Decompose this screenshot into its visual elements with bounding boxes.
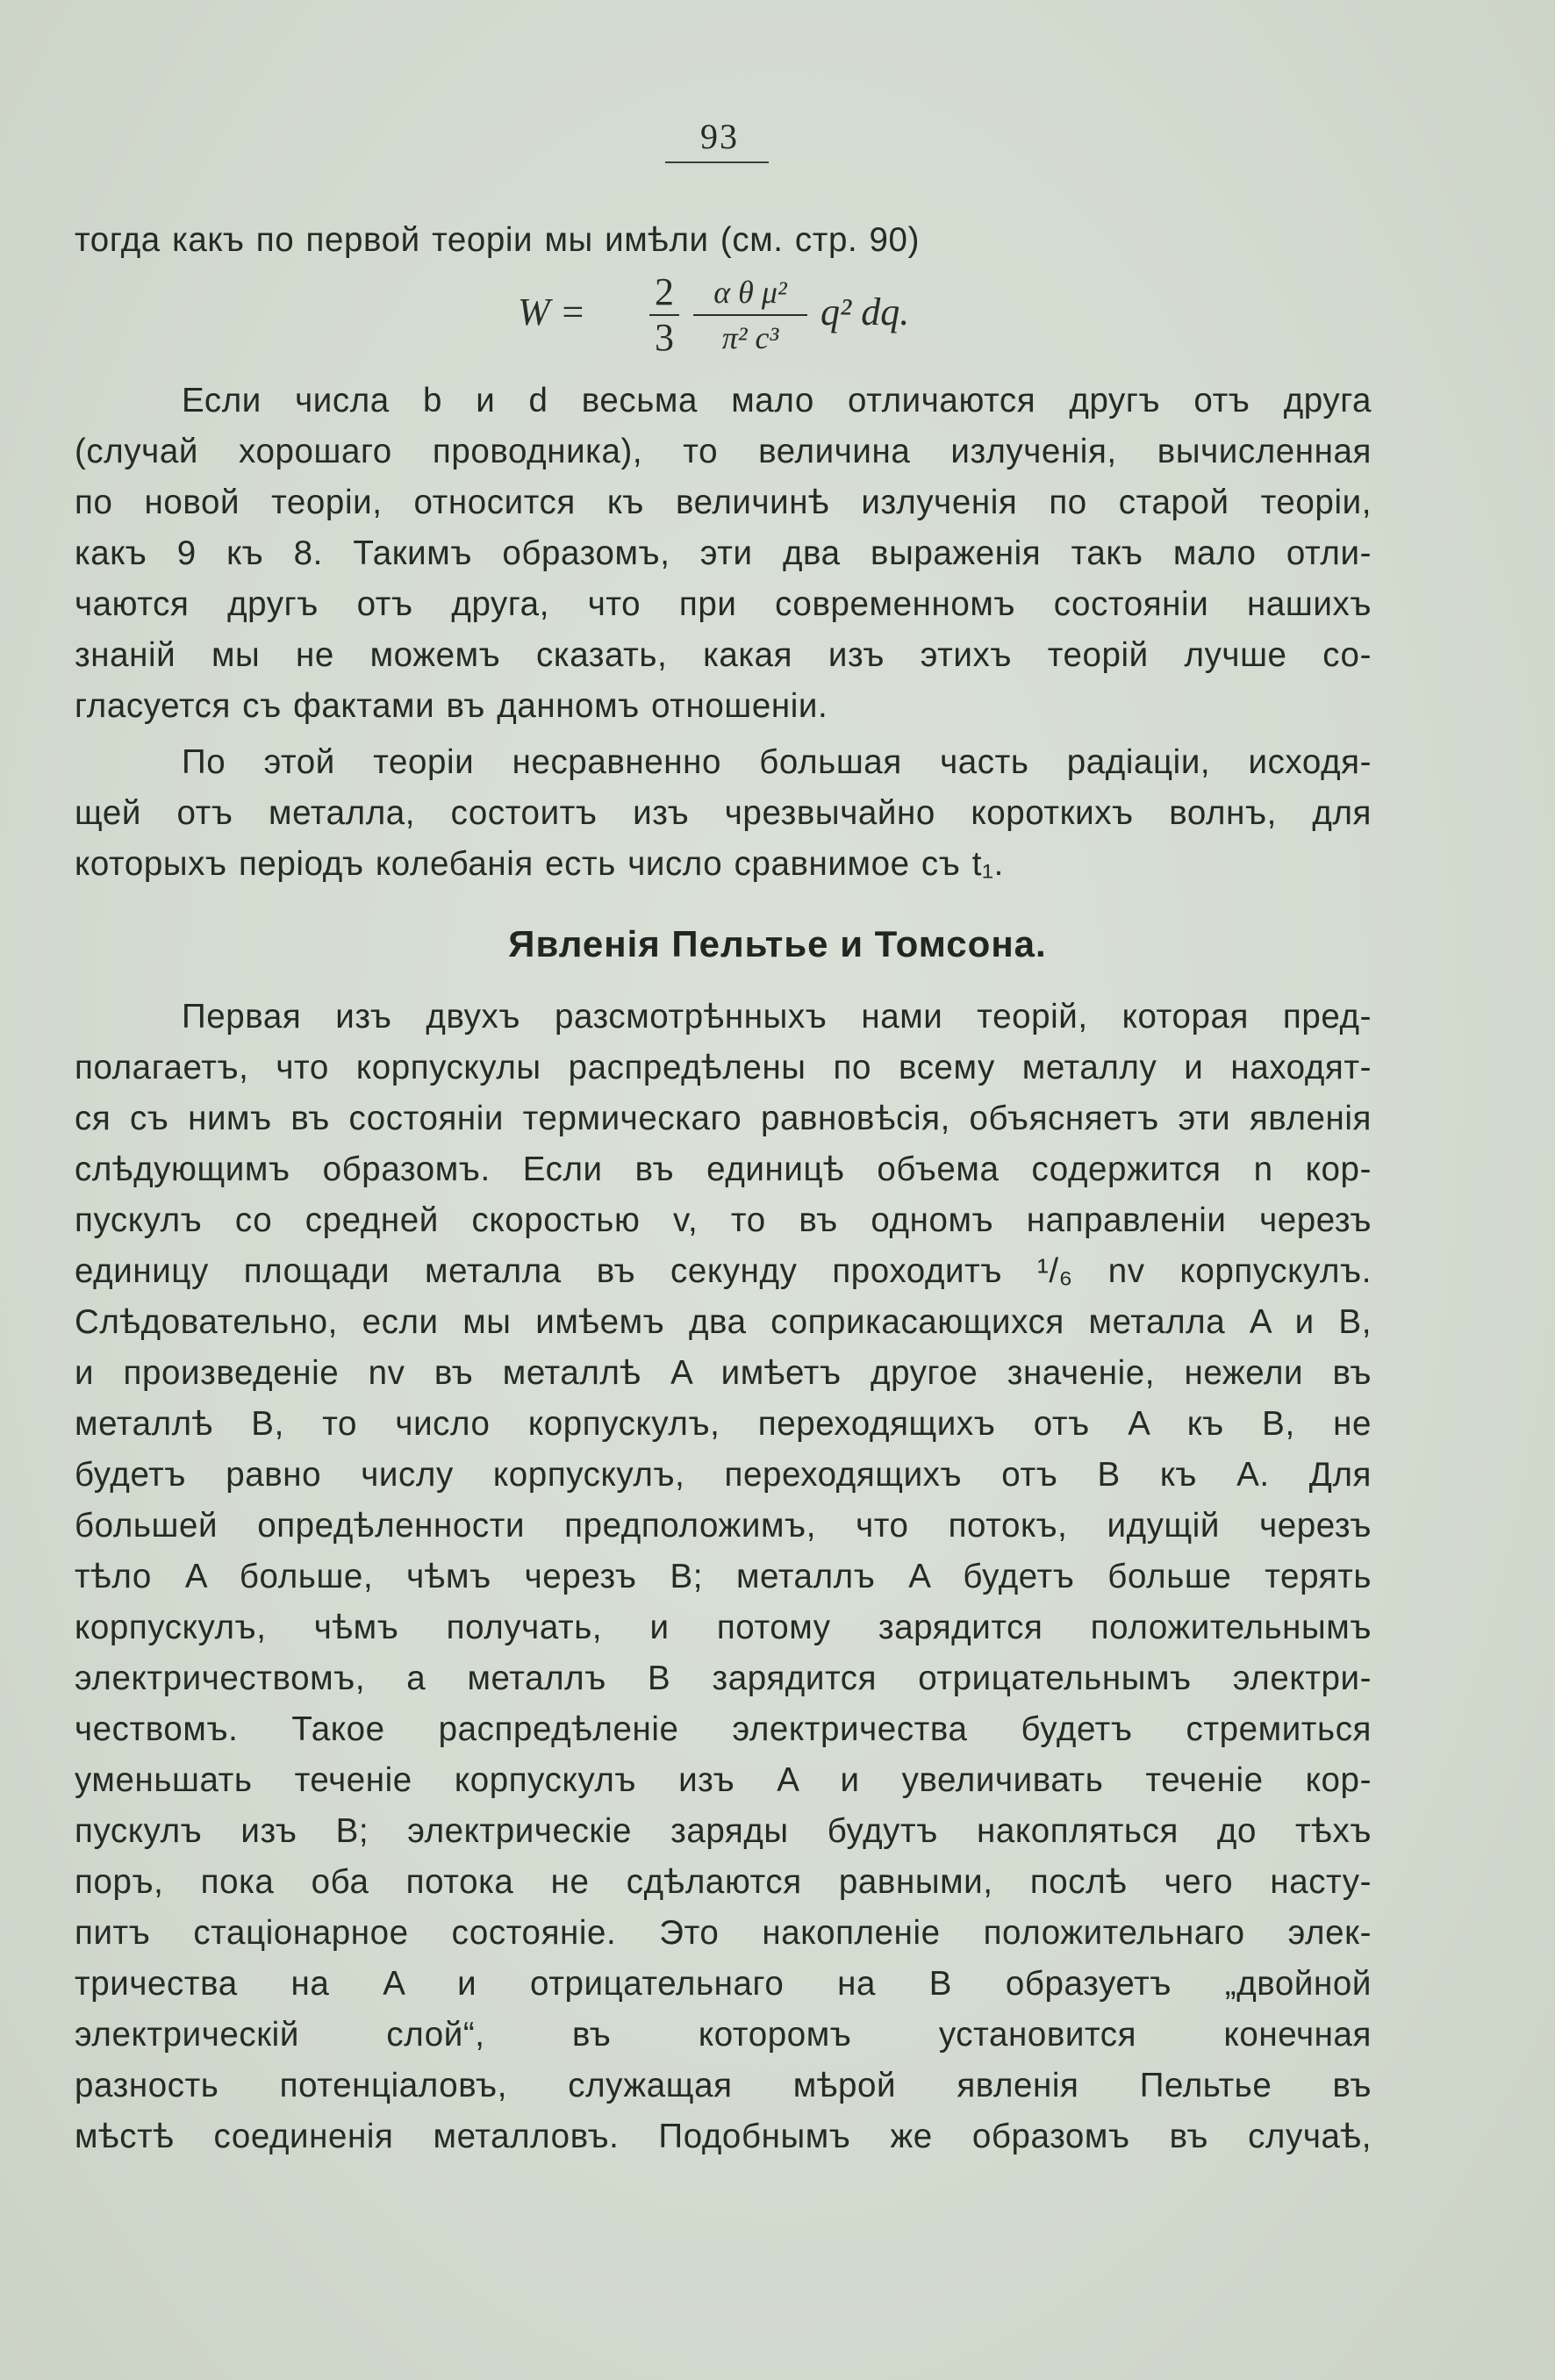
paragraph-3-line: электрическій слой“, въ которомъ установится конечная	[75, 2016, 1372, 2054]
paragraph-3-line: электричествомъ, а металлъ B зарядится отрицательнымъ электри-	[75, 1660, 1372, 1697]
formula-fraction-1	[649, 272, 679, 358]
formula-fraction-2-denominator: π² c³	[721, 320, 779, 355]
paragraph-3-line: поръ, пока оба потока не сдѣлаются равными, послѣ чего насту-	[75, 1863, 1372, 1901]
paragraph-3-line: полагаетъ, что корпускулы распредѣлены по всему металлу и находят-	[75, 1049, 1372, 1086]
paragraph-3-line: слѣдующимъ образомъ. Если въ единицѣ объема содержится n кор-	[75, 1151, 1372, 1188]
paragraph-3-line: пускулъ со средней скоростью v, то въ одномъ направленіи черезъ	[75, 1201, 1372, 1239]
paragraph-3-line: и произведеніе nv въ металлѣ A имѣетъ другое значеніе, нежели въ	[75, 1354, 1372, 1392]
radiation-formula	[518, 263, 921, 369]
text-line-intro: тогда какъ по первой теоріи мы имѣли (см. стр. 90)	[75, 221, 920, 259]
paragraph-3-line: большей опредѣленности предположимъ, что потокъ, идущій черезъ	[75, 1507, 1372, 1545]
paragraph-1-line: какъ 9 къ 8. Такимъ образомъ, эти два выраженія такъ мало отли-	[75, 534, 1372, 572]
page-number: 93	[700, 117, 739, 156]
paragraph-3-line: будетъ равно числу корпускулъ, переходящихъ отъ B къ A. Для	[75, 1456, 1372, 1494]
paragraph-2-line: которыхъ періодъ колебанія есть число сравнимое съ t₁.	[75, 845, 1004, 883]
paragraph-1-line: (случай хорошаго проводника), то величина излученія, вычисленная	[75, 433, 1372, 470]
paragraph-3-line: Слѣдовательно, если мы имѣемъ два соприкасающихся металла A и B,	[75, 1303, 1372, 1341]
paragraph-3-line: ся съ нимъ въ состояніи термическаго равновѣсія, объясняетъ эти явленія	[75, 1100, 1372, 1137]
paragraph-3-line: металлѣ B, то число корпускулъ, переходящихъ отъ A къ B, не	[75, 1405, 1372, 1443]
paragraph-3-line: корпускулъ, чѣмъ получать, и потому зарядится положительнымъ	[75, 1609, 1372, 1646]
paragraph-3-line: мѣстѣ соединенія металловъ. Подобнымъ же образомъ въ случаѣ,	[75, 2118, 1372, 2155]
paragraph-3-line: уменьшать теченіе корпускулъ изъ A и увеличивать теченіе кор-	[75, 1761, 1372, 1799]
paragraph-3-line: чествомъ. Такое распредѣленіе электричества будетъ стремиться	[75, 1710, 1372, 1748]
paragraph-2-line: щей отъ металла, состоитъ изъ чрезвычайно короткихъ волнъ, для	[75, 794, 1372, 832]
paragraph-3-line: тѣло A больше, чѣмъ черезъ B; металлъ A будетъ больше терять	[75, 1558, 1372, 1595]
paragraph-3-line: разность потенціаловъ, служащая мѣрой явленія Пельтье въ	[75, 2067, 1372, 2104]
paragraph-1-line: по новой теоріи, относится къ величинѣ излученія по старой теоріи,	[75, 484, 1372, 521]
paragraph-1-line: знаній мы не можемъ сказать, какая изъ этихъ теорій лучше со-	[75, 636, 1372, 674]
paragraph-3-line: Первая изъ двухъ разсмотрѣнныхъ нами теорій, которая пред-	[182, 998, 1372, 1036]
section-heading: Явленія Пельтье и Томсона.	[508, 923, 1047, 964]
paragraph-3-line: питъ стаціонарное состояніе. Это накопленіе положительнаго элек-	[75, 1914, 1372, 1952]
paragraph-1-line: Если числа b и d весьма мало отличаются другъ отъ друга	[182, 382, 1372, 419]
formula-lhs: W =	[518, 290, 586, 333]
formula-fraction-1-denominator: 3	[655, 316, 674, 359]
formula-fraction-1-numerator: 2	[655, 270, 674, 313]
paragraph-3-line: тричества на A и отрицательнаго на B образуетъ „двойной	[75, 1965, 1372, 2003]
page-number-rule	[665, 161, 769, 163]
paragraph-3-line: единицу площади металла въ секунду проходитъ ¹/₆ nv корпускулъ.	[75, 1252, 1372, 1290]
formula-fraction-2-numerator: α θ μ²	[713, 275, 787, 310]
formula-fraction-2	[693, 272, 807, 358]
paragraph-3-line: пускулъ изъ B; электрическіе заряды будутъ накопляться до тѣхъ	[75, 1812, 1372, 1850]
paragraph-1-line: гласуется съ фактами въ данномъ отношеніи.	[75, 687, 828, 725]
formula-rest: q² dq.	[820, 290, 910, 333]
formula-fraction-2-bar	[693, 314, 807, 316]
paragraph-2-line: По этой теоріи несравненно большая часть радіаціи, исходя-	[182, 743, 1372, 781]
paragraph-1-line: чаются другъ отъ друга, что при современномъ состояніи нашихъ	[75, 585, 1372, 623]
